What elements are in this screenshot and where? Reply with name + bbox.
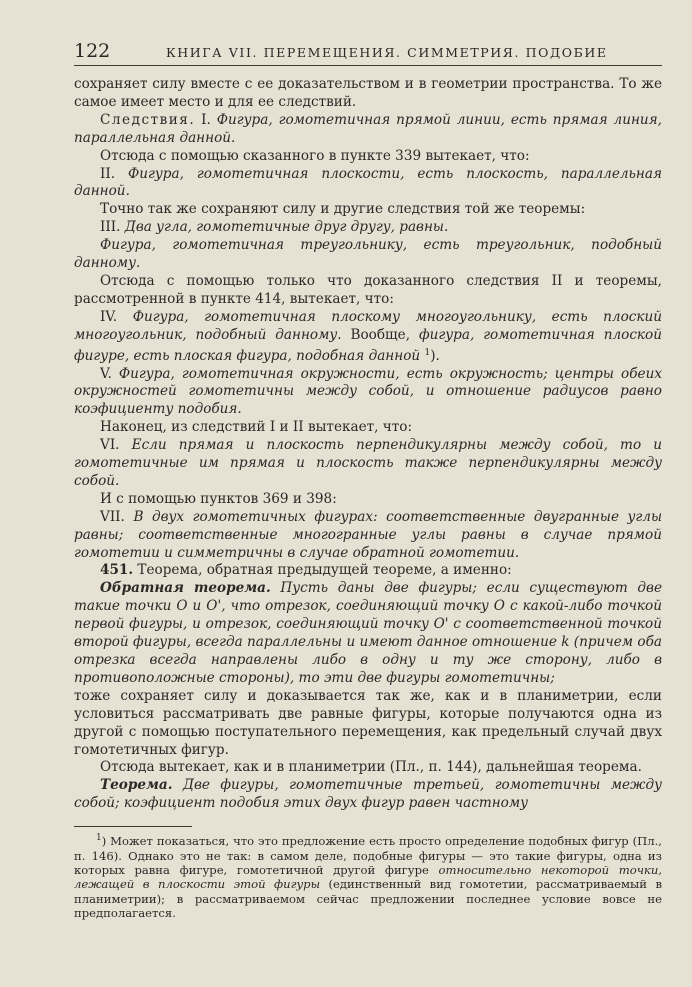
running-head: КНИГА VII. ПЕРЕМЕЩЕНИЯ. СИММЕТРИЯ. ПОДОБИЕ [166,45,608,60]
paragraph-7: Фигура, гомотетичная треугольнику, есть треугольник, подобный данному. [74,237,662,272]
corollary-number: VI. [100,437,132,454]
page-header [74,40,662,66]
corollary-statement: Фигура, гомотетичная прямой линии, есть прямая линия, параллельная данной. [74,111,662,146]
paragraph-5: Точно так же сохраняют силу и другие следствия той же теоремы: [100,201,586,218]
theorem-heading: Обратная теорема. [100,580,271,597]
corollary-number: IV. [100,308,133,325]
footnote-italic-text: относительно некоторой точки, лежащей в плоскости этой фигуры [74,862,662,892]
corollary-iii [74,219,662,237]
corollary-i [74,112,662,148]
footnote-number: 1 [96,833,102,844]
corollary-number: V. [100,365,119,382]
corollary-statement: Два угла, гомотетичные друг другу, равны. [124,219,449,236]
theorem-statement: Две фигуры, гомотетичные третьей, гомотетичны между собой; коэфициент подобия этих двух фигур равен частному [74,777,662,812]
corollary-number: III. [100,219,125,236]
corollary-vi [74,437,662,491]
corollary-statement: Фигура, гомотетичная плоскости, есть плоскость, параллельная данной. [74,165,662,200]
footnote-marker: 1 [424,347,431,358]
section-number: 451. [100,562,134,579]
section-451 [74,562,662,580]
paragraph-18: Отсюда вытекает, как и в планиметрии (Пл., п. 144), дальнейшая теорема. [100,759,642,776]
corollary-statement: Фигура, гомотетичная окружности, есть окружность; центры обеих окружностей гомотетичны между собой, и отношение радиусов равно коэфициенту подобия. [74,365,662,418]
corollary-vii [74,509,662,563]
footnote-text-end: (единственный вид гомотетии, рассматриваемый в планиметрии); в рассматриваемом сейчас предложении последнее условие вовсе не предполагается. [74,877,663,921]
corollary-statement: В двух гомотетичных фигурах: соответственные двугранные углы равны; соответственные многогранные углы равны в случае прямой гомотетии и симметричны в случае обратной гомотетии. [74,508,663,561]
footnote-text: ) Может показаться, что это предложение есть просто определение подобных фигур (Пл., п. 146). Однако это не так: в самом деле, подобные фигуры — это такие фигуры, одна из которых равна фигуре, гомотетичной другой фигуре [74,834,662,877]
paragraph-8: Отсюда с помощью только что доказанного следствия II и теоремы, рассмотренной в пункте 414, вытекает, что: [74,272,662,307]
section-text: Теорема, обратная предыдущей теореме, а именно: [133,562,512,579]
corollary-statement-2: фигура, гомотетичная плоской фигуре, есть плоская фигура, подобная данной [74,326,662,364]
corollary-ii [74,166,662,202]
page-number: 122 [74,40,111,62]
footnote-divider [74,826,192,827]
paragraph-1: сохраняет силу вместе с ее доказательством и в геометрии пространства. То же самое имеет место и для ее следствий. [74,76,662,110]
corollary-iv [74,309,662,366]
paragraph-17: тоже сохраняет силу и доказывается так же, как и в планиметрии, если условиться рассматривать две равные фигуры, которые получаются одна из другой с помощью поступательного перемещения, как предельный случай двух гомотетичных фигур. [74,687,662,758]
paragraph-13: И с помощью пунктов 369 и 398: [100,490,337,507]
closing-text: ). [430,347,440,364]
theorem [74,777,662,813]
theorem-heading: Теорема. [100,777,173,794]
converse-theorem [74,580,662,687]
main-text [74,76,662,813]
corollary-statement: Если прямая и плоскость перпендикулярны между собой, то и гомотетичные им прямая и плоскость также перпендикулярны между собой. [74,437,662,489]
connector-text: Вообще, [341,326,419,343]
corollary-statement: Фигура, гомотетичная плоскому многоугольнику, есть плоский многоугольник, подобный данному. [74,308,663,343]
paragraph-3: Отсюда с помощью сказанного в пункте 339 вытекает, что: [100,147,530,164]
corollary-v [74,366,662,420]
theorem-statement: Пусть даны две фигуры; если существуют две такие точки O и O', что отрезок, соединяющий точку O с какой-либо точкой первой фигуры, и отрезок, соединяющий точку O' с соответственной точкой второй фигуры, всегда параллельны и имеют данное отношение k (причем оба отрезка всегда направлены либо в одну и ту же сторону, либо в противоположные стороны), то эти две фигуры гомотетичны; [74,580,662,686]
corollary-number: VII. [100,508,134,525]
corollary-number: I. [195,111,217,128]
corollaries-heading: Следствия. [100,111,196,128]
footnote [74,831,662,920]
paragraph-11: Наконец, из следствий I и II вытекает, что: [100,419,413,436]
corollary-number: II. [100,165,128,182]
